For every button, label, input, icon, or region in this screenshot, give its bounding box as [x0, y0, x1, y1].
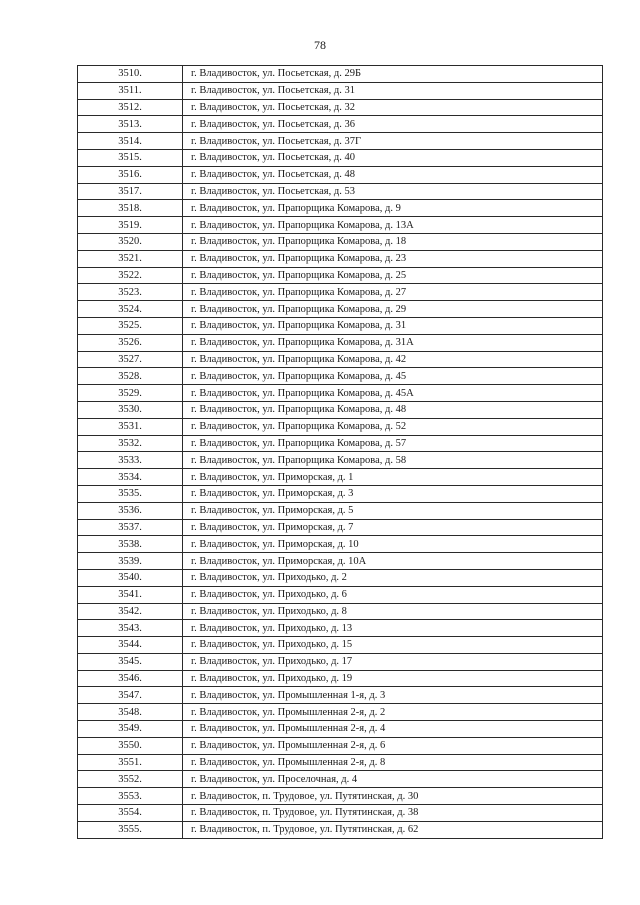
row-number-cell: 3516. [78, 166, 183, 183]
address-cell: г. Владивосток, ул. Приморская, д. 10А [183, 553, 603, 570]
address-cell: г. Владивосток, ул. Промышленная 2-я, д. 2 [183, 704, 603, 721]
table-row [78, 553, 603, 570]
row-number-cell: 3552. [78, 771, 183, 788]
address-cell: г. Владивосток, ул. Прапорщика Комарова, д. 42 [183, 351, 603, 368]
table-row [78, 502, 603, 519]
address-cell: г. Владивосток, ул. Приходько, д. 13 [183, 620, 603, 637]
address-cell: г. Владивосток, ул. Прапорщика Комарова, д. 48 [183, 401, 603, 418]
row-number-cell: 3540. [78, 569, 183, 586]
row-number-cell: 3550. [78, 737, 183, 754]
address-cell: г. Владивосток, ул. Приходько, д. 15 [183, 637, 603, 654]
row-number-cell: 3546. [78, 670, 183, 687]
row-number-cell: 3524. [78, 301, 183, 318]
row-number-cell: 3518. [78, 200, 183, 217]
table-row [78, 452, 603, 469]
row-number-cell: 3530. [78, 401, 183, 418]
table-row [78, 637, 603, 654]
row-number-cell: 3535. [78, 485, 183, 502]
address-cell: г. Владивосток, ул. Посьетская, д. 31 [183, 82, 603, 99]
row-number-cell: 3511. [78, 82, 183, 99]
table-row [78, 284, 603, 301]
table-row [78, 805, 603, 822]
table-row [78, 267, 603, 284]
address-cell: г. Владивосток, ул. Приморская, д. 5 [183, 502, 603, 519]
table-row [78, 821, 603, 838]
row-number-cell: 3523. [78, 284, 183, 301]
table-row [78, 485, 603, 502]
row-number-cell: 3547. [78, 687, 183, 704]
table-row [78, 569, 603, 586]
table-row [78, 133, 603, 150]
table-row [78, 116, 603, 133]
address-cell: г. Владивосток, ул. Посьетская, д. 40 [183, 149, 603, 166]
table-row [78, 217, 603, 234]
address-cell: г. Владивосток, ул. Промышленная 2-я, д. 6 [183, 737, 603, 754]
table-row [78, 334, 603, 351]
row-number-cell: 3527. [78, 351, 183, 368]
address-cell: г. Владивосток, ул. Посьетская, д. 37Г [183, 133, 603, 150]
table-row [78, 301, 603, 318]
address-cell: г. Владивосток, ул. Прапорщика Комарова, д. 25 [183, 267, 603, 284]
table-row [78, 250, 603, 267]
table-row [78, 233, 603, 250]
address-cell: г. Владивосток, ул. Приморская, д. 1 [183, 469, 603, 486]
address-cell: г. Владивосток, ул. Прапорщика Комарова, д. 57 [183, 435, 603, 452]
row-number-cell: 3548. [78, 704, 183, 721]
row-number-cell: 3517. [78, 183, 183, 200]
address-cell: г. Владивосток, ул. Посьетская, д. 29Б [183, 66, 603, 83]
address-cell: г. Владивосток, ул. Приморская, д. 3 [183, 485, 603, 502]
row-number-cell: 3515. [78, 149, 183, 166]
table-row [78, 519, 603, 536]
table-row [78, 99, 603, 116]
address-cell: г. Владивосток, ул. Прапорщика Комарова, д. 27 [183, 284, 603, 301]
table-row [78, 603, 603, 620]
address-cell: г. Владивосток, ул. Приморская, д. 10 [183, 536, 603, 553]
row-number-cell: 3543. [78, 620, 183, 637]
table-row [78, 66, 603, 83]
table-row [78, 620, 603, 637]
row-number-cell: 3514. [78, 133, 183, 150]
row-number-cell: 3510. [78, 66, 183, 83]
row-number-cell: 3544. [78, 637, 183, 654]
address-cell: г. Владивосток, ул. Посьетская, д. 32 [183, 99, 603, 116]
address-cell: г. Владивосток, ул. Прапорщика Комарова, д. 31 [183, 317, 603, 334]
table-row [78, 670, 603, 687]
address-cell: г. Владивосток, ул. Прапорщика Комарова, д. 9 [183, 200, 603, 217]
row-number-cell: 3533. [78, 452, 183, 469]
address-cell: г. Владивосток, ул. Промышленная 1-я, д. 3 [183, 687, 603, 704]
address-cell: г. Владивосток, ул. Приходько, д. 8 [183, 603, 603, 620]
row-number-cell: 3512. [78, 99, 183, 116]
table-row [78, 166, 603, 183]
table-row [78, 754, 603, 771]
table-row [78, 586, 603, 603]
address-cell: г. Владивосток, ул. Прапорщика Комарова, д. 13А [183, 217, 603, 234]
row-number-cell: 3528. [78, 368, 183, 385]
row-number-cell: 3545. [78, 653, 183, 670]
address-table [77, 65, 603, 839]
table-row [78, 687, 603, 704]
row-number-cell: 3541. [78, 586, 183, 603]
page-number: 78 [314, 38, 326, 52]
address-cell: г. Владивосток, ул. Прапорщика Комарова, д. 18 [183, 233, 603, 250]
row-number-cell: 3519. [78, 217, 183, 234]
table-row [78, 418, 603, 435]
table-row [78, 368, 603, 385]
table-row [78, 435, 603, 452]
row-number-cell: 3522. [78, 267, 183, 284]
address-cell: г. Владивосток, ул. Приходько, д. 2 [183, 569, 603, 586]
row-number-cell: 3520. [78, 233, 183, 250]
row-number-cell: 3539. [78, 553, 183, 570]
table-row [78, 351, 603, 368]
row-number-cell: 3555. [78, 821, 183, 838]
table-row [78, 385, 603, 402]
table-row [78, 149, 603, 166]
address-cell: г. Владивосток, ул. Приходько, д. 19 [183, 670, 603, 687]
address-cell: г. Владивосток, ул. Прапорщика Комарова, д. 31А [183, 334, 603, 351]
address-table-body [78, 66, 603, 839]
table-row [78, 200, 603, 217]
address-cell: г. Владивосток, ул. Приходько, д. 6 [183, 586, 603, 603]
row-number-cell: 3549. [78, 721, 183, 738]
row-number-cell: 3551. [78, 754, 183, 771]
address-cell: г. Владивосток, ул. Прапорщика Комарова, д. 45А [183, 385, 603, 402]
row-number-cell: 3553. [78, 788, 183, 805]
row-number-cell: 3525. [78, 317, 183, 334]
address-cell: г. Владивосток, ул. Приморская, д. 7 [183, 519, 603, 536]
address-cell: г. Владивосток, ул. Прапорщика Комарова, д. 52 [183, 418, 603, 435]
table-row [78, 82, 603, 99]
row-number-cell: 3532. [78, 435, 183, 452]
row-number-cell: 3536. [78, 502, 183, 519]
table-row [78, 737, 603, 754]
address-cell: г. Владивосток, ул. Посьетская, д. 48 [183, 166, 603, 183]
row-number-cell: 3521. [78, 250, 183, 267]
address-cell: г. Владивосток, ул. Посьетская, д. 53 [183, 183, 603, 200]
table-row [78, 771, 603, 788]
table-row [78, 183, 603, 200]
address-cell: г. Владивосток, ул. Посьетская, д. 36 [183, 116, 603, 133]
table-row [78, 401, 603, 418]
row-number-cell: 3554. [78, 805, 183, 822]
table-row [78, 704, 603, 721]
row-number-cell: 3537. [78, 519, 183, 536]
row-number-cell: 3542. [78, 603, 183, 620]
address-cell: г. Владивосток, ул. Прапорщика Комарова, д. 45 [183, 368, 603, 385]
address-cell: г. Владивосток, ул. Прапорщика Комарова, д. 23 [183, 250, 603, 267]
address-cell: г. Владивосток, ул. Проселочная, д. 4 [183, 771, 603, 788]
row-number-cell: 3513. [78, 116, 183, 133]
row-number-cell: 3529. [78, 385, 183, 402]
row-number-cell: 3526. [78, 334, 183, 351]
row-number-cell: 3531. [78, 418, 183, 435]
table-row [78, 721, 603, 738]
table-row [78, 469, 603, 486]
address-cell: г. Владивосток, ул. Промышленная 2-я, д. 4 [183, 721, 603, 738]
address-cell: г. Владивосток, п. Трудовое, ул. Путятинская, д. 38 [183, 805, 603, 822]
address-cell: г. Владивосток, ул. Промышленная 2-я, д. 8 [183, 754, 603, 771]
row-number-cell: 3538. [78, 536, 183, 553]
address-cell: г. Владивосток, ул. Прапорщика Комарова, д. 58 [183, 452, 603, 469]
table-row [78, 653, 603, 670]
row-number-cell: 3534. [78, 469, 183, 486]
address-cell: г. Владивосток, п. Трудовое, ул. Путятинская, д. 62 [183, 821, 603, 838]
table-row [78, 317, 603, 334]
table-row [78, 536, 603, 553]
address-cell: г. Владивосток, ул. Прапорщика Комарова, д. 29 [183, 301, 603, 318]
table-row [78, 788, 603, 805]
address-cell: г. Владивосток, ул. Приходько, д. 17 [183, 653, 603, 670]
address-cell: г. Владивосток, п. Трудовое, ул. Путятинская, д. 30 [183, 788, 603, 805]
